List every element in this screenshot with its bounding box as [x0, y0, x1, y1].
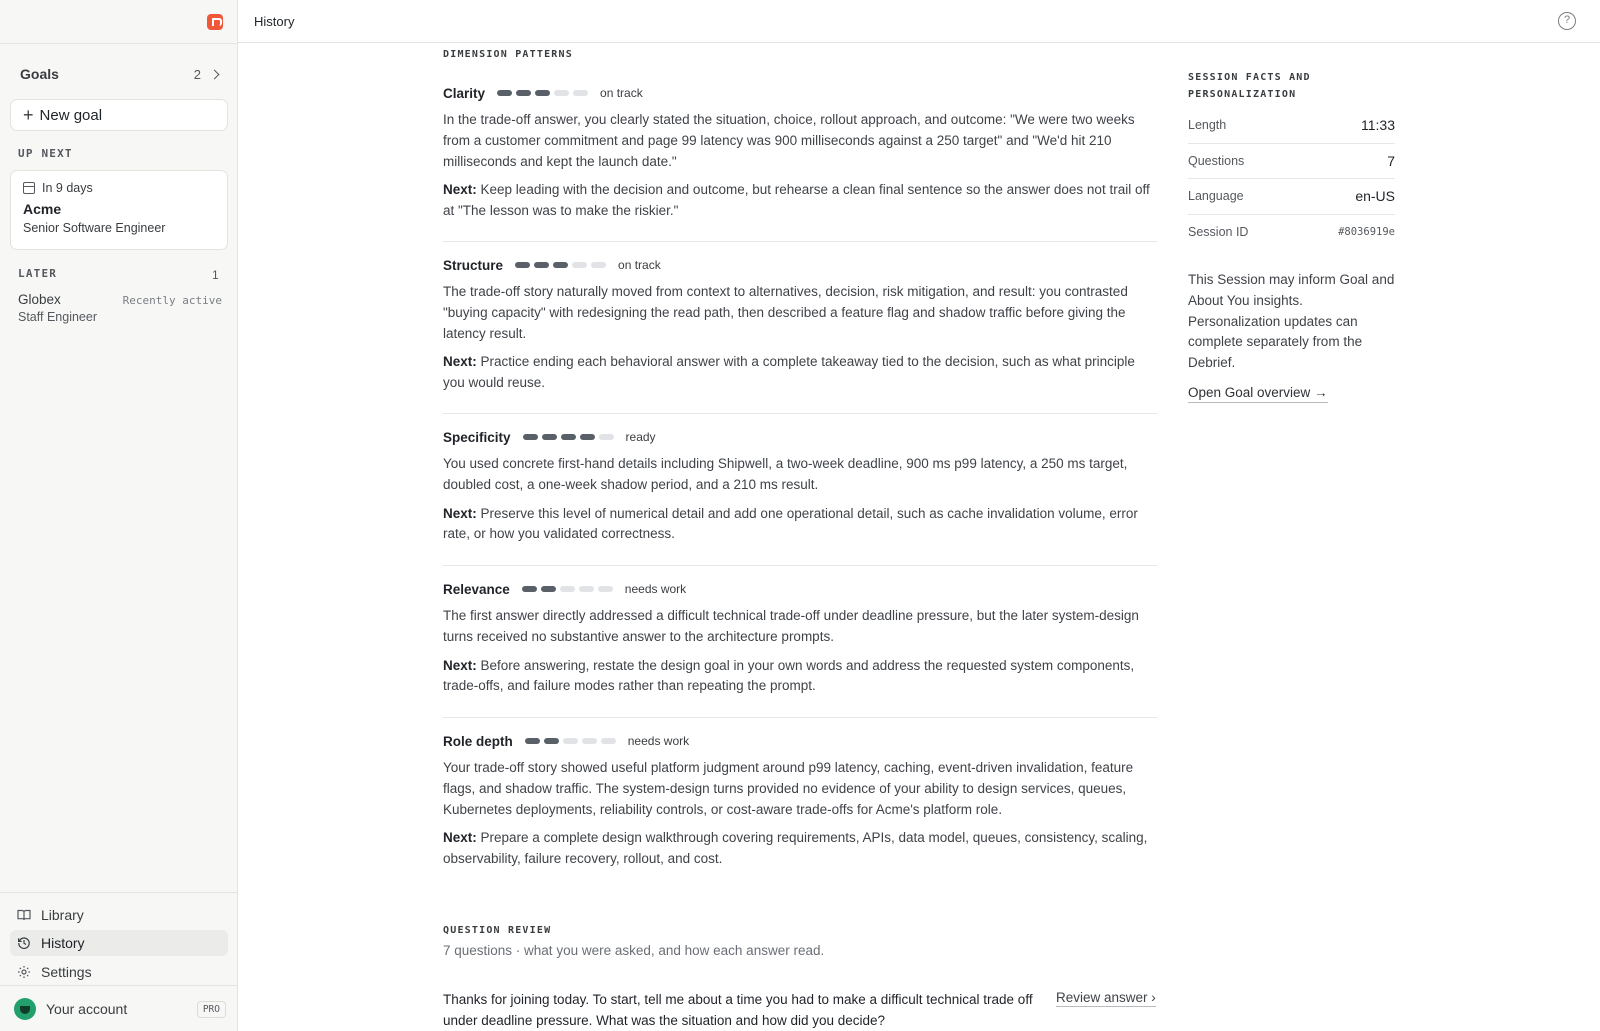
question-review-subtitle: 7 questions · what you were asked, and how each answer read. [443, 943, 825, 958]
dimension-rating [522, 586, 613, 592]
next-label: Next: [443, 354, 477, 370]
rating-pill-empty [573, 90, 588, 96]
dimension-name: Clarity [443, 85, 486, 101]
sidebar-divider [0, 892, 238, 893]
sidebar-divider [0, 43, 238, 44]
next-label: Next: [443, 182, 477, 198]
dimension-next-step [443, 180, 1157, 222]
nav-settings[interactable] [10, 959, 228, 985]
sidebar [0, 0, 238, 1031]
plus-icon: + [23, 105, 34, 125]
rating-pill-filled [541, 586, 556, 592]
fact-key: Language [1188, 189, 1244, 204]
app-logo-icon[interactable] [207, 14, 223, 30]
rating-pill-filled [534, 262, 549, 268]
nav-history[interactable] [10, 930, 228, 956]
gear-icon [17, 965, 31, 979]
dimension-block [443, 427, 1157, 545]
dimension-divider [443, 565, 1157, 566]
dimension-header [443, 731, 1157, 751]
rating-pill-filled [553, 262, 568, 268]
dimension-rating [515, 262, 606, 268]
nav-library[interactable] [10, 902, 228, 928]
dimension-name: Structure [443, 257, 504, 273]
dimension-name: Relevance [443, 581, 510, 597]
later-status: Recently active [122, 294, 222, 307]
rating-pill-empty [560, 586, 575, 592]
up-next-company: Acme [23, 201, 62, 217]
dimension-divider [443, 241, 1157, 242]
dimension-block [443, 83, 1157, 222]
rating-pill-filled [580, 434, 595, 440]
dimension-block [443, 579, 1157, 697]
open-goal-overview-link[interactable]: Open Goal overview → [1188, 385, 1328, 403]
session-facts-heading: SESSION FACTS AND PERSONALIZATION [1188, 72, 1311, 100]
dimension-patterns-label: DIMENSION PATTERNS [443, 49, 573, 60]
dimension-block [443, 731, 1157, 870]
dimension-next-step [443, 504, 1157, 546]
dimension-status: on track [618, 258, 661, 272]
dimension-rating [525, 738, 616, 744]
goals-label: Goals [20, 66, 59, 82]
rating-pill-empty [572, 262, 587, 268]
history-icon [17, 936, 31, 950]
dimension-status: on track [600, 86, 643, 100]
next-label: Next: [443, 505, 477, 521]
rating-pill-filled [515, 262, 530, 268]
rating-pill-filled [523, 434, 538, 440]
rating-pill-filled [542, 434, 557, 440]
dimension-header [443, 83, 1157, 103]
dimension-observation: In the trade-off answer, you clearly stated the situation, choice, rollout approach, and outcome: "We were two weeks from a customer commitment and page 99 latency was 900 milliseconds against a 250 target" and "We'd hit 210 milliseconds and kept the launch date." [443, 112, 1135, 169]
fact-row-length [1188, 108, 1395, 144]
dimension-observation: You used concrete first-hand details including Shipwell, a two-week deadline, 900 ms p99 latency, a 250 ms target, doubled cost, a one-week shadow period, and a 210 ms result. [443, 456, 1128, 492]
dimension-name: Role depth [443, 733, 513, 749]
rating-pill-empty [582, 738, 597, 744]
rating-pill-empty [599, 434, 614, 440]
rating-pill-empty [598, 586, 613, 592]
new-goal-button[interactable] [10, 99, 228, 131]
fact-key: Length [1188, 118, 1227, 133]
dimension-next-step [443, 352, 1157, 394]
dimension-observation: Your trade-off story showed useful platform judgment around p99 latency, caching, event-driven invalidation, feature flags, and shadow traffic. The system-design turns provided no evidence of your ability to design services, queues, Kubernetes deployments, reliability controls, or cost-aware trade-offs for Acme's platform role. [443, 760, 1134, 817]
dimension-observation: The trade-off story naturally moved from context to alternatives, decision, risk mitigation, and result: you contrasted "buying capacity" with redesigning the read path, then described a feature flag and shadow traffic before giving the latency result. [443, 284, 1128, 341]
dimension-header [443, 255, 1157, 275]
nav-history-label: History [41, 935, 85, 951]
rating-pill-filled [497, 90, 512, 96]
sidebar-divider [0, 985, 238, 986]
next-label: Next: [443, 830, 477, 846]
dimension-name: Specificity [443, 429, 511, 445]
dimension-rating [497, 90, 588, 96]
later-label: LATER [18, 267, 58, 280]
dimension-rating [523, 434, 614, 440]
dimension-divider [443, 717, 1157, 718]
next-text: Preserve this level of numerical detail and add one operational detail, such as cache invalidation volume, error rate, or how you validated correctness. [443, 505, 1138, 542]
dimension-status: ready [625, 430, 656, 444]
rating-pill-filled [516, 90, 531, 96]
rating-pill-empty [601, 738, 616, 744]
rating-pill-filled [544, 738, 559, 744]
dimension-next-step [443, 828, 1157, 870]
book-icon [17, 908, 31, 922]
later-count: 1 [212, 268, 219, 282]
up-next-label: UP NEXT [18, 147, 73, 160]
dimension-header [443, 427, 1157, 447]
page-title: History [254, 14, 295, 29]
rating-pill-empty [591, 262, 606, 268]
avatar [14, 998, 36, 1020]
nav-settings-label: Settings [41, 964, 92, 980]
rating-pill-filled [525, 738, 540, 744]
rating-pill-empty [563, 738, 578, 744]
fact-key: Questions [1188, 153, 1245, 168]
top-bar [238, 0, 1600, 43]
personalization-note: This Session may inform Goal and About You insights. Personalization updates can complete separately from the Debrief. [1188, 272, 1395, 371]
fact-value: 7 [1387, 152, 1395, 169]
next-text: Practice ending each behavioral answer with a complete takeaway tied to the decision, such as what principle you would reuse. [443, 354, 1135, 391]
later-company: Globex [18, 292, 61, 307]
goals-count: 2 [193, 66, 201, 82]
dimension-header [443, 579, 1157, 599]
fact-row-questions [1188, 144, 1395, 180]
rating-pill-empty [579, 586, 594, 592]
rating-pill-filled [522, 586, 537, 592]
rating-pill-empty [554, 90, 569, 96]
next-label: Next: [443, 657, 477, 673]
session-facts [1188, 70, 1395, 403]
fact-value: en-US [1355, 188, 1395, 205]
new-goal-label: New goal [39, 106, 103, 124]
fact-row-session-id [1188, 215, 1395, 251]
plan-badge: PRO [197, 1001, 226, 1018]
nav-library-label: Library [41, 907, 84, 923]
dimension-status: needs work [627, 734, 690, 748]
account-button[interactable] [14, 997, 226, 1021]
later-role: Staff Engineer [18, 310, 97, 324]
question-text: Thanks for joining today. To start, tell me about a time you had to make a difficult technical trade off under deadline pressure. What was the situation and how did you decide? [443, 992, 1033, 1028]
fact-value: 11:33 [1361, 117, 1395, 134]
account-label: Your account [46, 1001, 128, 1017]
dimension-status: needs work [624, 582, 687, 596]
fact-value: #8036919e [1338, 226, 1395, 239]
next-text: Prepare a complete design walkthrough covering requirements, APIs, data model, queues, consistency, scaling, observability, failure recovery, rollout, and cost. [443, 830, 1148, 867]
dimension-observation: The first answer directly addressed a difficult technical trade-off under deadline pressure, but the later system-design turns received no substantive answer to the architecture prompts. [443, 608, 1139, 644]
up-next-role: Senior Software Engineer [23, 221, 166, 235]
dimension-next-step [443, 656, 1157, 698]
fact-key: Session ID [1188, 225, 1249, 240]
chevron-right-icon[interactable] [210, 69, 220, 79]
help-circle-icon[interactable]: ? [1558, 12, 1576, 30]
dimension-divider [443, 413, 1157, 414]
rating-pill-filled [535, 90, 550, 96]
fact-row-language [1188, 179, 1395, 215]
question-review-label: QUESTION REVIEW [443, 925, 552, 936]
later-goal-item[interactable] [18, 292, 222, 324]
up-next-when: In 9 days [42, 181, 93, 195]
next-text: Before answering, restate the design goal in your own words and address the requested system components, trade-offs, and failure modes rather than repeating the prompt. [443, 657, 1135, 694]
calendar-icon [23, 182, 35, 194]
goals-header[interactable] [20, 64, 218, 84]
next-text: Keep leading with the decision and outcome, but rehearse a clean final sentence so the answer does not trail off at "The lesson was to make the riskier." [443, 182, 1150, 219]
review-answer-link[interactable]: Review answer › [1056, 990, 1156, 1005]
up-next-card[interactable] [10, 170, 228, 250]
rating-pill-filled [561, 434, 576, 440]
dimension-block [443, 255, 1157, 394]
